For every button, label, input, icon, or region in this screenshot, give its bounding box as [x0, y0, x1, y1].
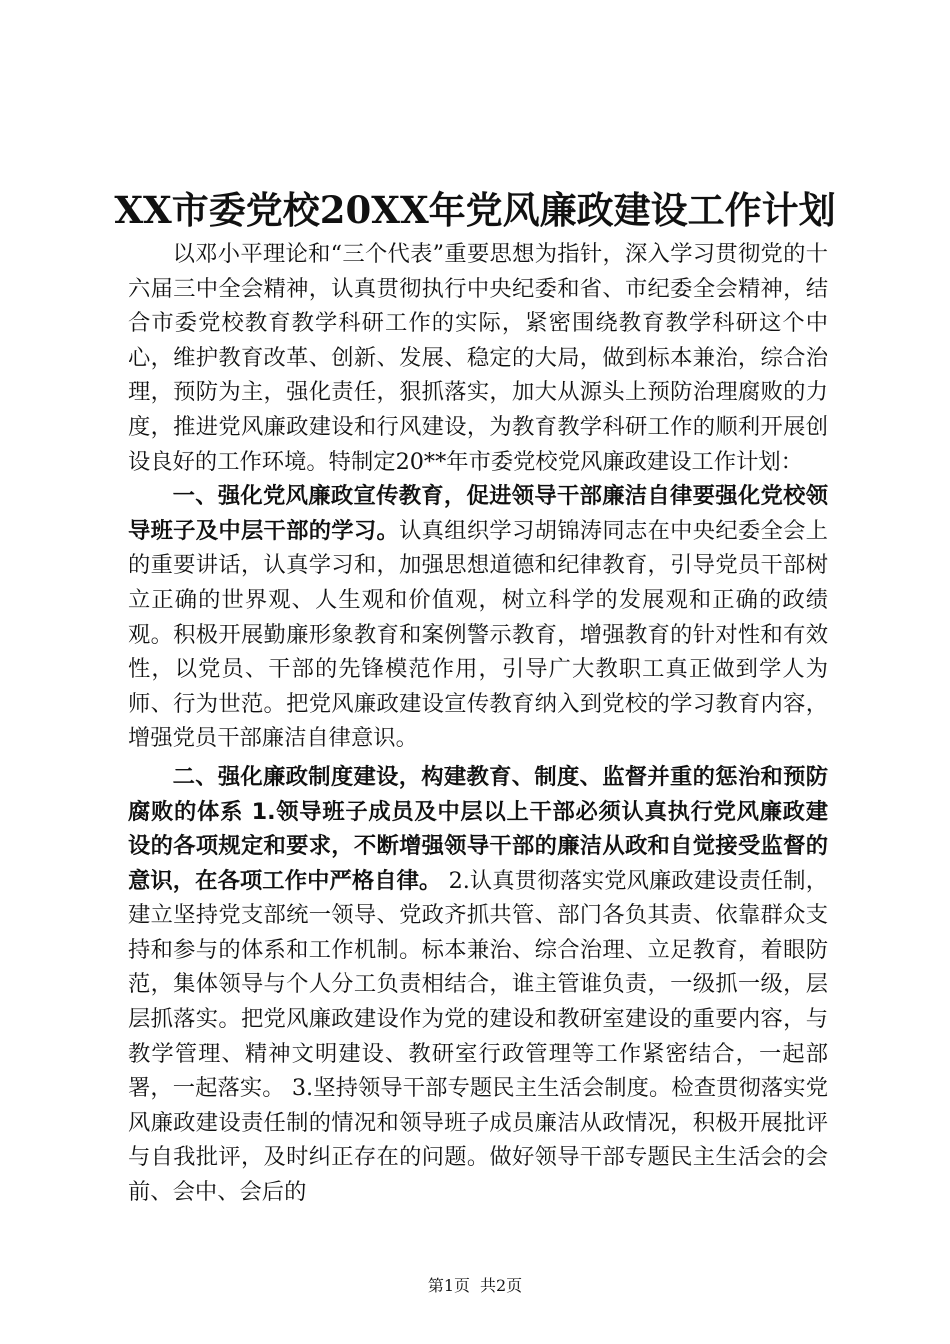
page-number-total: 共2页 — [480, 1276, 523, 1295]
section-2-heading: 二、强化廉政制度建设，构建教育、制度、监督并重的惩治和预防腐败的体系 1.领导班子成员及中层以上干部必须认真执行党风廉政建设的各项规定和要求，不断增强领导干部的廉洁从政和自觉接受监督的意识，在各项工作中严格自律。 — [128, 763, 828, 894]
section-2-body: 2.认真贯彻落实党风廉政建设责任制，建立坚持党支部统一领导、党政齐抓共管、部门各负其责、依靠群众支持和参与的体系和工作机制。标本兼治、综合治理、立足教育，着眼防范，集体领导与个人分工负责相结合，谁主管谁负责，一级抓一级，层层抓落实。把党风廉政建设作为党的建设和教研室建设的重要内容，与教学管理、精神文明建设、教研室行政管理等工作紧密结合，一起部署，一起落实。 3.坚持领导干部专题民主生活会制度。检查贯彻落实党风廉政建设责任制的情况和领导班子成员廉洁从政情况，积极开展批评与自我批评，及时纠正存在的问题。做好领导干部专题民主生活会的会前、会中、会后的 — [128, 867, 828, 1206]
document-body — [128, 237, 828, 1210]
section-1-heading: 一、强化党风廉政宣传教育，促进领导干部廉洁自律要强化党校领导班子及中层干部的学习。 — [128, 483, 828, 544]
page-footer — [0, 1276, 950, 1296]
section-1-paragraph — [128, 479, 828, 756]
section-2-paragraph — [128, 760, 828, 1210]
section-1-body: 认真组织学习胡锦涛同志在中央纪委全会上的重要讲话，认真学习和，加强思想道德和纪律教育，引导党员干部树立正确的世界观、人生观和价值观，树立科学的发展观和正确的政绩观。积极开展勤廉形象教育和案例警示教育，增强教育的针对性和有效性，以党员、干部的先锋模范作用，引导广大教职工真正做到学人为师、行为世范。把党风廉政建设宣传教育纳入到党校的学习教育内容，增强党员干部廉洁自律意识。 — [128, 517, 828, 752]
intro-paragraph: 以邓小平理论和“三个代表”重要思想为指针，深入学习贯彻党的十六届三中全会精神，认真贯彻执行中央纪委和省、市纪委全会精神，结合市委党校教育教学科研工作的实际，紧密围绕教育教学科研这个中心，维护教育改革、创新、发展、稳定的大局，做到标本兼治，综合治理，预防为主，强化责任，狠抓落实，加大从源头上预防治理腐败的力度，推进党风廉政建设和行风建设，为教育教学科研工作的顺利开展创设良好的工作环境。特制定20**年市委党校党风廉政建设工作计划： — [128, 241, 828, 475]
page-number-current: 第1页 — [427, 1276, 470, 1295]
document-title: XX市委党校20XX年党风廉政建设工作计划 — [114, 188, 836, 232]
